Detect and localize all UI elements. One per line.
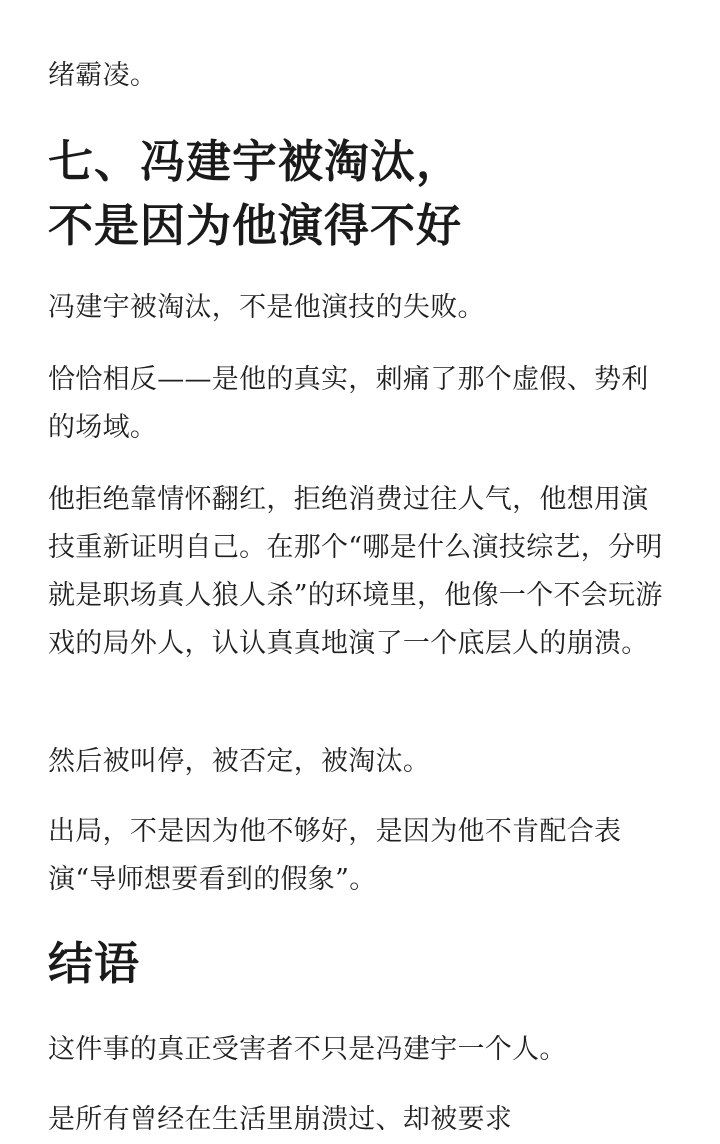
paragraph-5: 出局，不是因为他不够好，是因为他不肯配合表演“导师想要看到的假象”。 — [48, 816, 622, 895]
section-heading-seven-line2: 不是因为他演得不好 — [48, 199, 463, 252]
section-heading-conclusion: 结语 — [48, 937, 141, 990]
paragraph-continuation: 绪霸凌。 — [48, 60, 158, 91]
paragraph-7-partial: 是所有曾经在生活里崩溃过、却被要求 — [48, 1104, 513, 1135]
paragraph-1: 冯建宇被淘汰，不是他演技的失败。 — [48, 292, 485, 323]
section-heading-seven-line1: 七、冯建宇被淘汰， — [48, 135, 463, 188]
paragraph-3: 他拒绝靠情怀翻红，拒绝消费过往人气，他想用演技重新证明自己。在那个“哪是什么演技综艺，分明就是职场真人狼人杀”的环境里，他像一个不会玩游戏的局外人，认认真真地演了一个底层人的崩溃。 — [48, 484, 663, 659]
section-heading-seven — [48, 130, 668, 258]
paragraph-4: 然后被叫停，被否定，被淘汰。 — [48, 746, 431, 777]
paragraph-2: 恰恰相反——是他的真实，刺痛了那个虚假、势利的场域。 — [48, 364, 649, 443]
paragraph-6: 这件事的真正受害者不只是冯建宇一个人。 — [48, 1034, 567, 1065]
